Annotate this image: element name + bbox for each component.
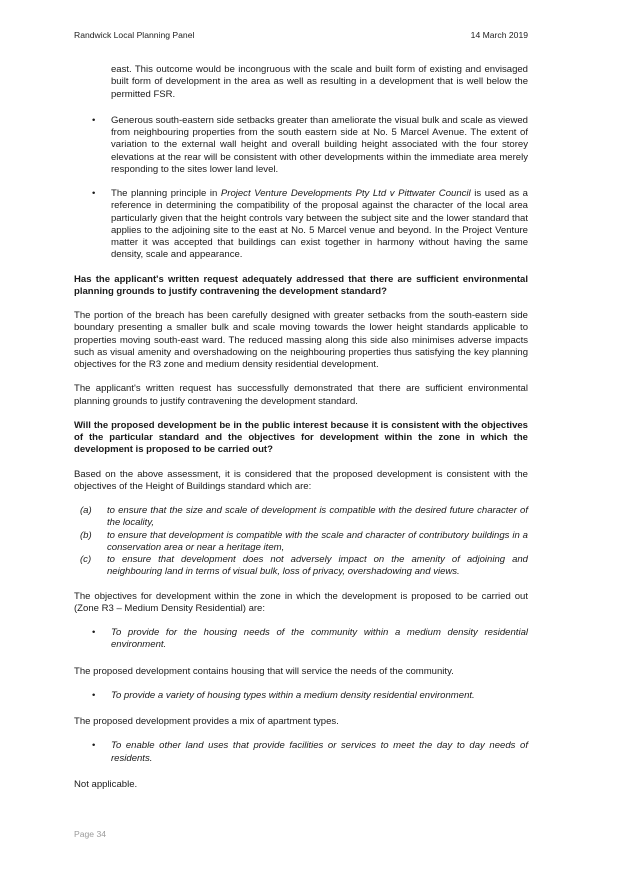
bullet-item <box>74 115 528 176</box>
bullet-item <box>74 188 528 262</box>
bullet-marker: • <box>92 188 96 199</box>
document-body <box>74 64 528 803</box>
zone-objective <box>74 690 528 702</box>
question-heading: Will the proposed development be in the public interest because it is consistent with the objectives of the particular standard and the objectives for development within the zone in which the development is proposed to be carried out? <box>74 419 528 456</box>
bullet-text-pre: The planning principle in <box>111 188 221 199</box>
continued-paragraph: east. This outcome would be incongruous with the scale and built form of existing and envisaged built form of development in the area as well as resulting in a development that is well below the permitted FSR. <box>111 64 528 100</box>
zone-objective-text: To provide a variety of housing types within a medium density residential environment. <box>111 689 475 701</box>
list-text: to ensure that development does not adversely impact on the amenity of adjoining and neighbouring land in terms of visual bulk, loss of privacy, overshadowing and views. <box>107 554 528 578</box>
paragraph: The portion of the breach has been carefully designed with greater setbacks from the south-eastern side boundary presenting a smaller bulk and scale moving towards the lower height standards applicable to properties moving south-east ward. The reduced massing along this side also minimises adverse impacts such as visual amenity and overshadowing on the neighbouring properties thus satisfying the key planning objectives for the R3 zone and medium density residential development. <box>74 310 528 370</box>
paragraph: The objectives for development within the zone in which the development is proposed to be carried out (Zone R3 – Medium Density Residential) are: <box>74 590 528 614</box>
paragraph: Not applicable. <box>74 778 138 790</box>
list-label: (b) <box>80 529 92 541</box>
paragraph: The proposed development provides a mix of apartment types. <box>74 716 339 727</box>
paragraph: The applicant's written request has successfully demonstrated that there are sufficient environmental planning grounds to justify contravening the development standard. <box>74 383 528 407</box>
list-label: (a) <box>80 505 92 516</box>
bullet-text: Generous south-eastern side setbacks greater than ameliorate the visual bulk and scale as viewed from neighbouring properties from the south eastern side at No. 5 Marcel Avenue. The extent of variation to the external wall height and overall building height associated with the four storey elevations at the rear will be consistent with other developments within the immediate area merely responding to the sites lower land level. <box>111 114 528 175</box>
case-name: Project Venture Developments Pty Ltd v Pittwater Council <box>220 188 471 199</box>
list-item <box>74 505 528 530</box>
bullet-marker: • <box>92 114 96 126</box>
zone-objective-text: To enable other land uses that provide facilities or services to meet the day to day needs of residents. <box>111 740 528 764</box>
header-date: 14 March 2019 <box>470 30 528 40</box>
bullet-marker: • <box>92 627 96 638</box>
zone-objective <box>74 627 528 652</box>
page-number: Page 34 <box>74 829 107 839</box>
bullet-text-post: is used as a reference in determining the compatibility of the proposal against the character of the local area particularly given that the height controls vary between the subject site and the lower standard that applies to the adjoining site to the east at No. 5 Marcel venue and beyond. In the Project Venture matter it was accepted that buildings can exist together in harmony without having the same density, scale and appearance. <box>111 188 528 261</box>
bullet-marker: • <box>92 689 96 701</box>
objectives-list <box>74 505 528 579</box>
header-title: Randwick Local Planning Panel <box>74 30 195 40</box>
paragraph: The proposed development contains housing that will service the needs of the community. <box>74 665 454 677</box>
list-item <box>74 554 528 579</box>
zone-objective-text: To provide for the housing needs of the community within a medium density residential environment. <box>111 627 528 651</box>
list-item <box>74 530 528 555</box>
question-heading: Has the applicant's written request adequately addressed that there are sufficient environmental planning grounds to justify contravening the development standard? <box>74 273 528 297</box>
zone-objective <box>74 740 528 765</box>
list-label: (c) <box>80 554 92 565</box>
list-text: to ensure that the size and scale of development is compatible with the desired future character of the locality, <box>107 505 528 529</box>
paragraph: Based on the above assessment, it is considered that the proposed development is consistent with the objectives of the Height of Buildings standard which are: <box>74 468 528 492</box>
list-text: to ensure that development is compatible with the scale and character of contributory buildings in a conservation area or near a heritage item, <box>107 529 528 553</box>
bullet-marker: • <box>92 740 96 752</box>
